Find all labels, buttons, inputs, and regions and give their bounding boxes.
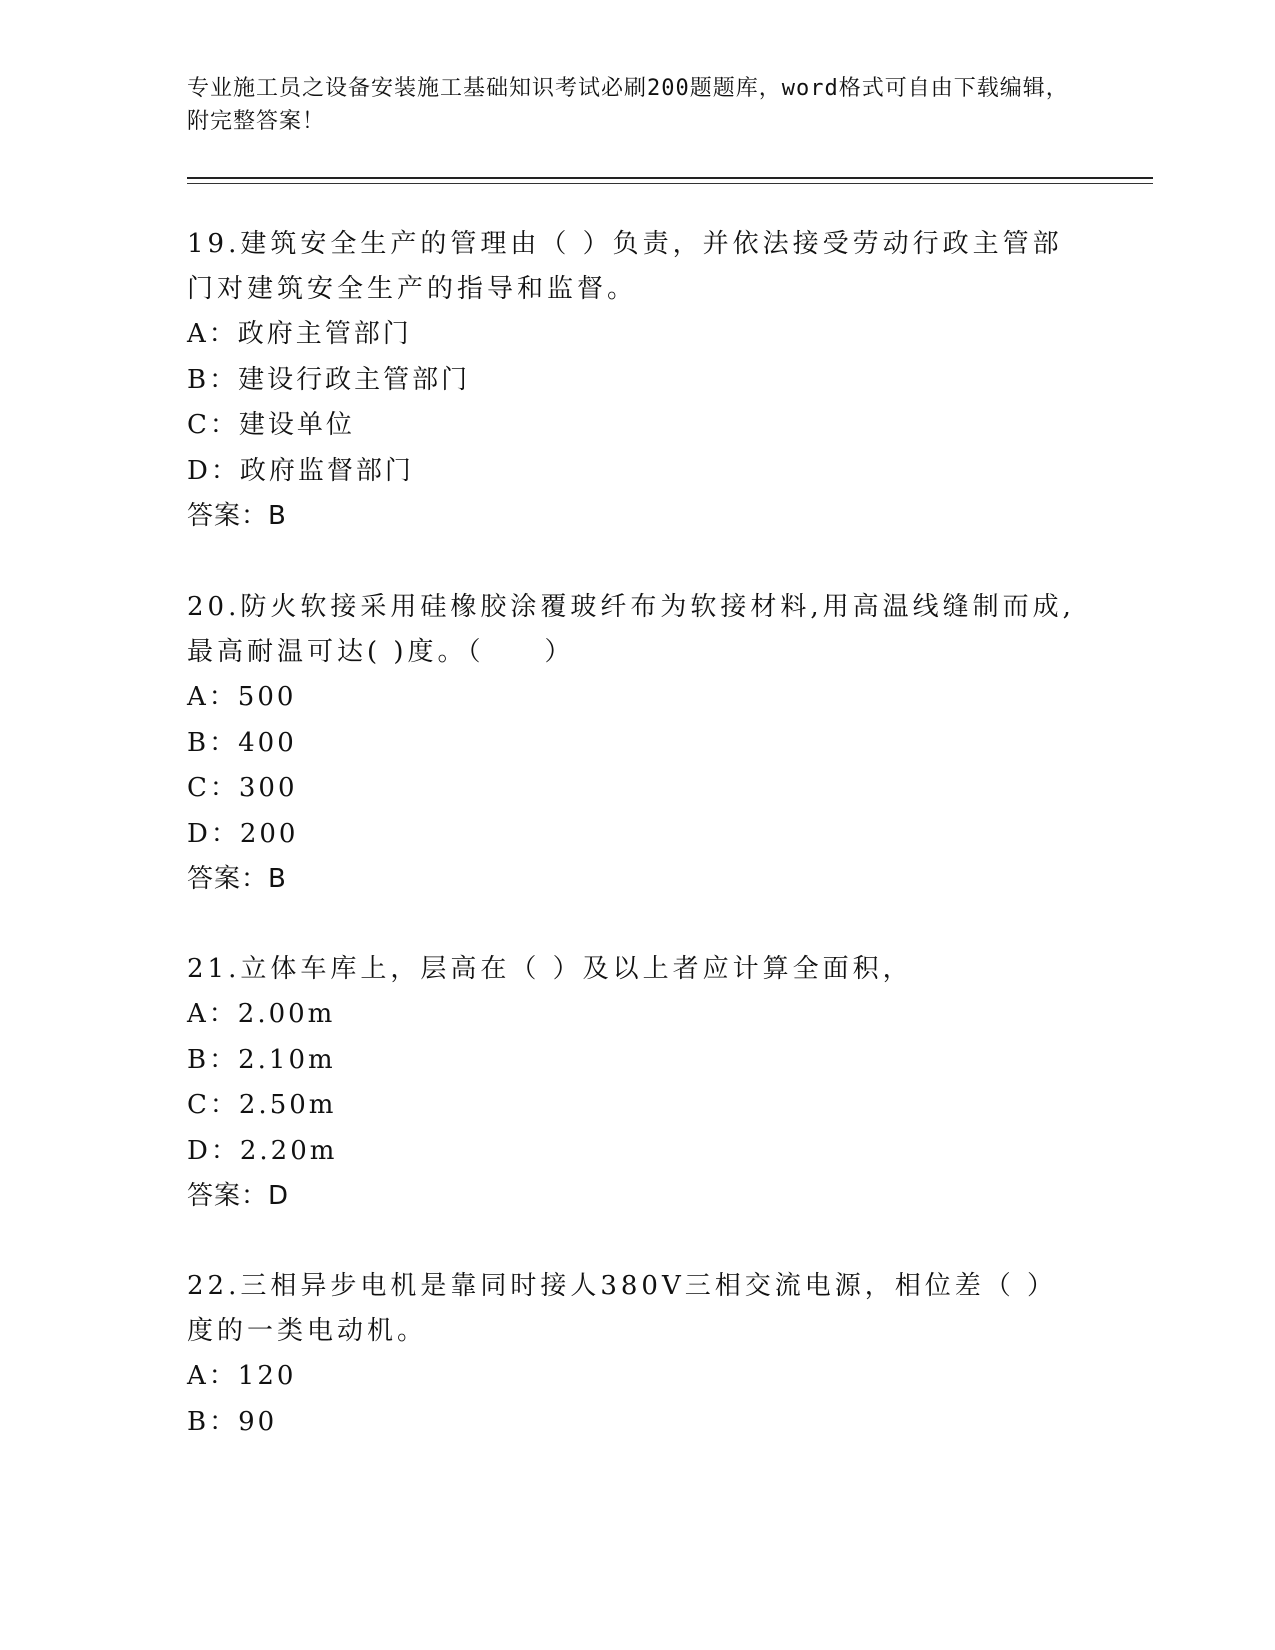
question-19: [187, 222, 1087, 539]
option-a: A：120: [187, 1361, 297, 1391]
question-21: [187, 947, 1087, 1219]
option-d: D：200: [187, 818, 299, 849]
option-d: D：政府监督部门: [187, 455, 414, 486]
option-b: B：400: [187, 727, 297, 758]
option-a: A：政府主管部门: [187, 319, 412, 349]
header-divider: [187, 177, 1153, 179]
option-a: A：500: [187, 682, 297, 712]
option-b: B：2.10m: [187, 1044, 336, 1075]
option-b: B：90: [187, 1406, 278, 1437]
question-20: [187, 585, 1087, 902]
option-c: C：建设单位: [187, 410, 355, 440]
question-22: [187, 1264, 1087, 1445]
question-stem: 19.建筑安全生产的管理由（ ）负责，并依法接受劳动行政主管部门对建筑安全生产的指导和监督。: [187, 229, 1063, 304]
answer: 答案：D: [187, 1181, 290, 1211]
option-c: C：300: [187, 773, 298, 803]
question-stem: 21.立体车库上，层高在（ ）及以上者应计算全面积，: [187, 954, 913, 984]
option-c: C：2.50m: [187, 1090, 337, 1120]
document-title: 专业施工员之设备安装施工基础知识考试必刷200题题库，word格式可自由下载编辑，附完整答案！: [187, 76, 1069, 134]
header-divider-secondary: [187, 183, 1153, 184]
option-a: A：2.00m: [187, 999, 336, 1029]
answer: 答案：B: [187, 864, 287, 894]
question-stem: 22.三相异步电机是靠同时接人380V三相交流电源，相位差（ ）度的一类电动机。: [187, 1271, 1058, 1346]
answer: 答案：B: [187, 501, 287, 531]
option-b: B：建设行政主管部门: [187, 364, 471, 395]
option-d: D：2.20m: [187, 1135, 338, 1166]
question-stem: 20.防火软接采用硅橡胶涂覆玻纤布为软接材料,用高温线缝制而成,最高耐温可达( )度。（ ）: [187, 592, 1075, 667]
